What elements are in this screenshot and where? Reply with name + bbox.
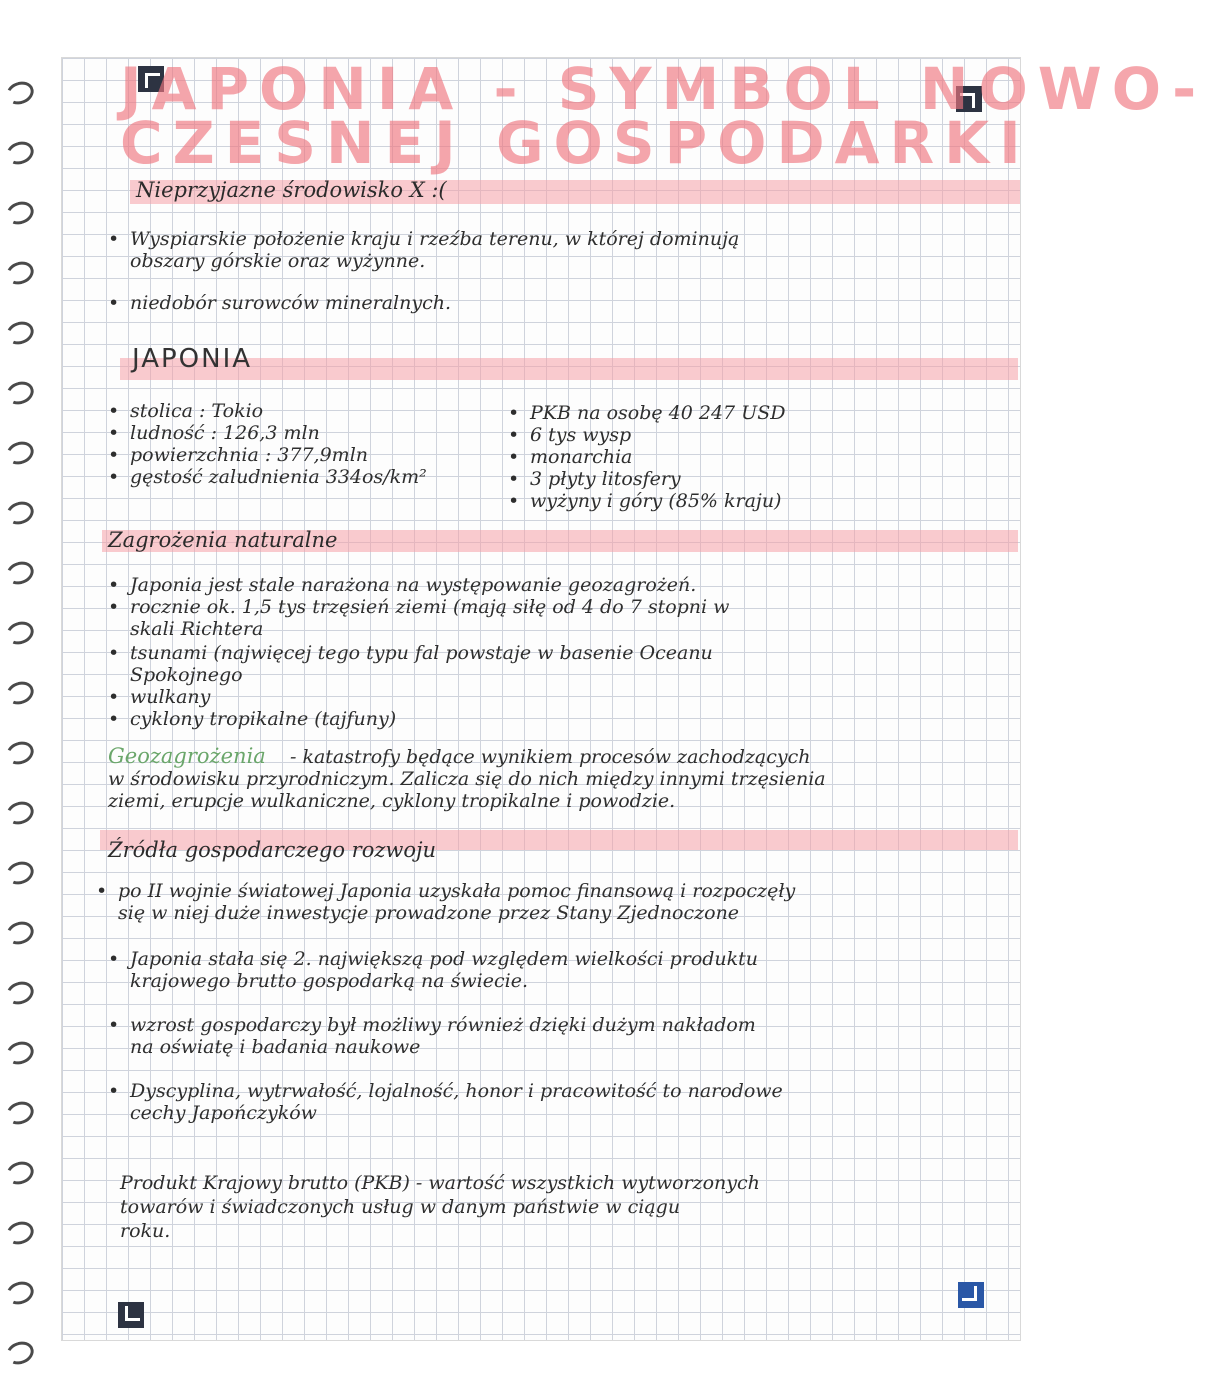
hazard-line-4: • tsunami (najwięcej tego typu fal powstaje w basenie Oceanu [130,642,713,664]
fact-left-4: • gęstość zaludnienia 334os/km² [130,466,427,488]
spiral-ring [3,258,37,288]
hazard-line-5: Spokojnego [130,664,243,686]
growth-p1-line-2: się w niej duże inwestycje prowadzone przez Stany Zjednoczone [118,902,740,924]
title-line-1: JAPONIA - SYMBOL NOWO- [120,55,1206,123]
env-bullet-1-line-1: • Wyspiarskie położenie kraju i rzeźba terenu, w której dominują [130,228,739,250]
fact-right-3: • monarchia [530,446,632,468]
fact-right-1: • PKB na osobę 40 247 USD [530,402,785,424]
spiral-ring [3,558,37,588]
growth-p4-line-1: • Dyscyplina, wytrwałość, lojalność, honor i pracowitość to narodowe [130,1080,783,1102]
country-heading: JAPONIA [132,344,253,374]
pkb-def-line-3: roku. [120,1220,171,1242]
title-line-2: CZESNEJ GOSPODARKI [120,109,1031,177]
spiral-ring [3,738,37,768]
spiral-ring [3,1158,37,1188]
fact-left-1: • stolica : Tokio [130,400,263,422]
growth-p4-line-2: cechy Japończyków [130,1102,317,1124]
spiral-ring [3,318,37,348]
section-heading-environment: Nieprzyjazne środowisko X :( [136,178,447,202]
fact-right-5: • wyżyny i góry (85% kraju) [530,490,781,512]
spiral-ring [3,378,37,408]
spiral-ring [3,498,37,528]
fact-left-2: • ludność : 126,3 mln [130,422,320,444]
spiral-ring [3,1098,37,1128]
growth-p3-line-1: • wzrost gospodarczy był możliwy również dzięki dużym nakładom [130,1014,756,1036]
spiral-ring [3,1218,37,1248]
spiral-ring [3,1338,37,1368]
spiral-ring [3,1278,37,1308]
spiral-ring [3,138,37,168]
fact-right-4: • 3 płyty litosfery [530,468,681,490]
spiral-ring [3,858,37,888]
spiral-ring [3,1038,37,1068]
pkb-def-line-2: towarów i świadczonych usług w danym państwie w ciągu [120,1196,681,1218]
section-heading-growth: Źródła gospodarczego rozwoju [108,838,437,862]
env-bullet-2: • niedobór surowców mineralnych. [130,292,451,314]
spiral-ring [3,198,37,228]
growth-p3-line-2: na oświatę i badania naukowe [130,1036,421,1058]
spiral-ring [3,678,37,708]
spiral-ring [3,978,37,1008]
hazard-line-3: skali Richtera [130,618,264,640]
env-bullet-1-line-2: obszary górskie oraz wyżynne. [130,250,426,272]
definition-term: Geozagrożenia [108,744,266,768]
growth-p1-line-1: • po II wojnie światowej Japonia uzyskała pomoc finansową i rozpoczęły [118,880,795,902]
spiral-ring [3,618,37,648]
fact-right-2: • 6 tys wysp [530,424,631,446]
growth-p2-line-2: krajowego brutto gospodarką na świecie. [130,970,528,992]
hazard-line-6: • wulkany [130,686,210,708]
definition-line-1: - katastrofy będące wynikiem procesów zachodzących [290,746,811,768]
pkb-def-line-1: Produkt Krajowy brutto (PKB) - wartość wszystkich wytworzonych [120,1172,760,1194]
corner-bracket-icon [118,1302,144,1328]
fact-left-3: • powierzchnia : 377,9mln [130,444,368,466]
hazard-line-1: • Japonia jest stale narażona na występowanie geozagrożeń. [130,574,696,596]
growth-p2-line-1: • Japonia stała się 2. największą pod względem wielkości produktu [130,948,758,970]
spiral-ring [3,78,37,108]
spiral-binding [0,60,48,1360]
spiral-ring [3,438,37,468]
corner-bracket-icon [958,1282,984,1308]
spiral-ring [3,798,37,828]
section-heading-hazards: Zagrożenia naturalne [108,528,338,552]
highlight-stroke [120,358,1018,380]
page-title [120,55,1206,177]
definition-line-2: w środowisku przyrodniczym. Zalicza się do nich między innymi trzęsienia [108,768,826,790]
spiral-ring [3,918,37,948]
hazard-line-2: • rocznie ok. 1,5 tys trzęsień ziemi (mają siłę od 4 do 7 stopni w [130,596,729,618]
hazard-line-7: • cyklony tropikalne (tajfuny) [130,708,396,730]
definition-line-3: ziemi, erupcje wulkaniczne, cyklony tropikalne i powodzie. [108,790,676,812]
